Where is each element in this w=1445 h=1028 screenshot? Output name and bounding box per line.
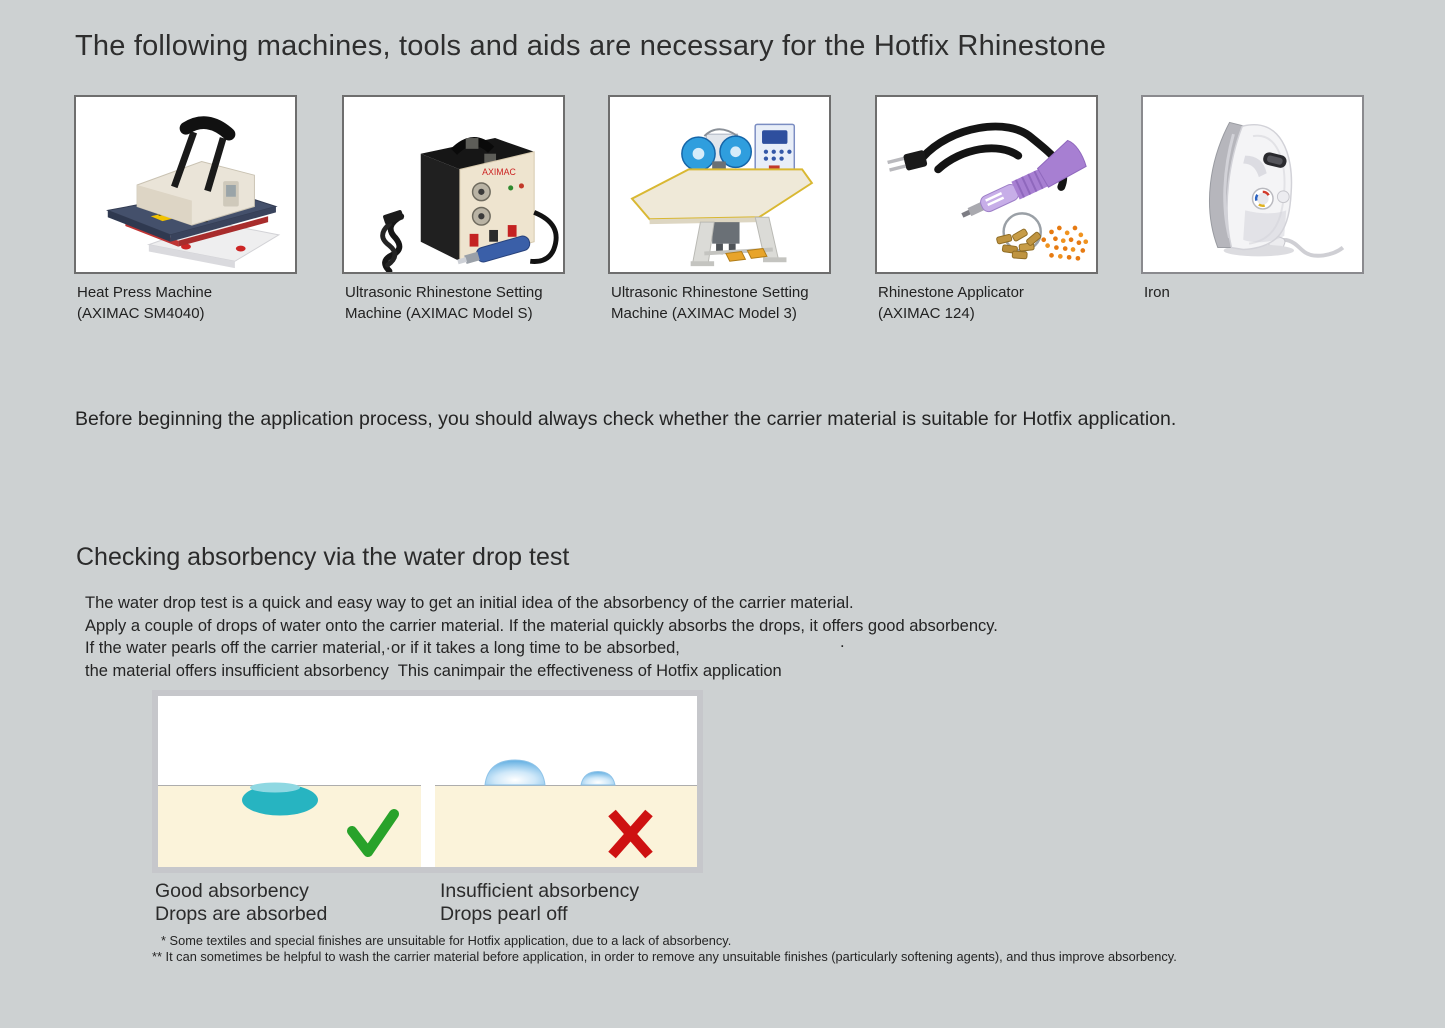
absorbency-body-text bbox=[85, 592, 1185, 682]
machine-caption bbox=[1144, 282, 1374, 303]
machine-caption-line1: Ultrasonic Rhinestone Setting bbox=[611, 284, 809, 301]
ultrasonic-model-3-photo bbox=[608, 95, 831, 274]
iron-image bbox=[1143, 97, 1362, 272]
caption-line2: Drops are absorbed bbox=[155, 903, 328, 925]
machine-caption-line2: (AXIMAC SM4040) bbox=[77, 305, 205, 322]
applicator-photo bbox=[875, 95, 1098, 274]
drop-highlight bbox=[250, 783, 300, 793]
water-drop-illustration bbox=[152, 690, 703, 873]
machine-caption-line1: Iron bbox=[1144, 284, 1170, 301]
applicator-image bbox=[877, 97, 1096, 272]
machine-caption-line2: Machine (AXIMAC Model 3) bbox=[611, 305, 797, 322]
insufficient-absorbency-panel bbox=[435, 696, 697, 867]
body-line-4: the material offers insufficient absorbency This canimpair the effectiveness of Hotfix application bbox=[85, 661, 782, 680]
section-heading: Checking absorbency via the water drop test bbox=[76, 543, 570, 571]
heat-press-image bbox=[76, 97, 295, 272]
machine-caption-line2: (AXIMAC 124) bbox=[878, 305, 975, 322]
cross-icon bbox=[612, 813, 649, 855]
machine-caption bbox=[878, 282, 1108, 324]
pearl-drop-large bbox=[485, 760, 545, 785]
machine-caption bbox=[345, 282, 575, 324]
heat-press-photo bbox=[74, 95, 297, 274]
page-title: The following machines, tools and aids are necessary for the Hotfix Rhinestone bbox=[75, 30, 1107, 62]
good-absorbency-caption bbox=[155, 880, 327, 926]
body-line-2: Apply a couple of drops of water onto the carrier material. If the material quickly absorbs the drops, it offers good absorbency. bbox=[85, 616, 998, 635]
caption-line1: Insufficient absorbency bbox=[440, 880, 640, 902]
body-line-3: If the water pearls off the carrier material,·or if it takes a long time to be absorbed, bbox=[85, 639, 680, 657]
caption-line2: Drops pearl off bbox=[440, 903, 568, 925]
machine-caption bbox=[611, 282, 841, 324]
aximac-brand-label: AXIMAC bbox=[482, 167, 516, 178]
machine-caption-line1: Rhinestone Applicator bbox=[878, 284, 1024, 301]
pearling-drops-graphic bbox=[435, 696, 697, 867]
ultrasonic-model-s-photo bbox=[342, 95, 565, 274]
stray-period: . bbox=[840, 633, 845, 651]
iron-photo bbox=[1141, 95, 1364, 274]
machine-caption-line1: Heat Press Machine bbox=[77, 284, 213, 301]
ultrasonic-model-3-image bbox=[610, 97, 829, 272]
machine-caption bbox=[77, 282, 307, 324]
machine-caption-line1: Ultrasonic Rhinestone Setting bbox=[345, 284, 543, 301]
machine-caption-line2: Machine (AXIMAC Model S) bbox=[345, 305, 533, 322]
absorbed-drop-graphic bbox=[158, 696, 421, 867]
intro-text: Before beginning the application process, you should always check whether the carrier material is suitable for Hotfix application. bbox=[75, 408, 1177, 430]
checkmark-icon bbox=[352, 814, 394, 852]
pearl-drop-small bbox=[581, 772, 615, 786]
good-absorbency-panel bbox=[158, 696, 421, 867]
body-line-1: The water drop test is a quick and easy way to get an initial idea of the absorbency of the carrier material. bbox=[85, 594, 854, 612]
footnote-1: * Some textiles and special finishes are unsuitable for Hotfix application, due to a lack of absorbency. bbox=[161, 933, 732, 948]
footnote-2: ** It can sometimes be helpful to wash the carrier material before application, in order to remove any unsuitable finishes (particularly softening agents), and thus improve absorbency. bbox=[152, 949, 1177, 964]
insufficient-absorbency-caption bbox=[440, 880, 639, 926]
ultrasonic-model-s-image bbox=[344, 97, 563, 272]
caption-line1: Good absorbency bbox=[155, 880, 309, 902]
